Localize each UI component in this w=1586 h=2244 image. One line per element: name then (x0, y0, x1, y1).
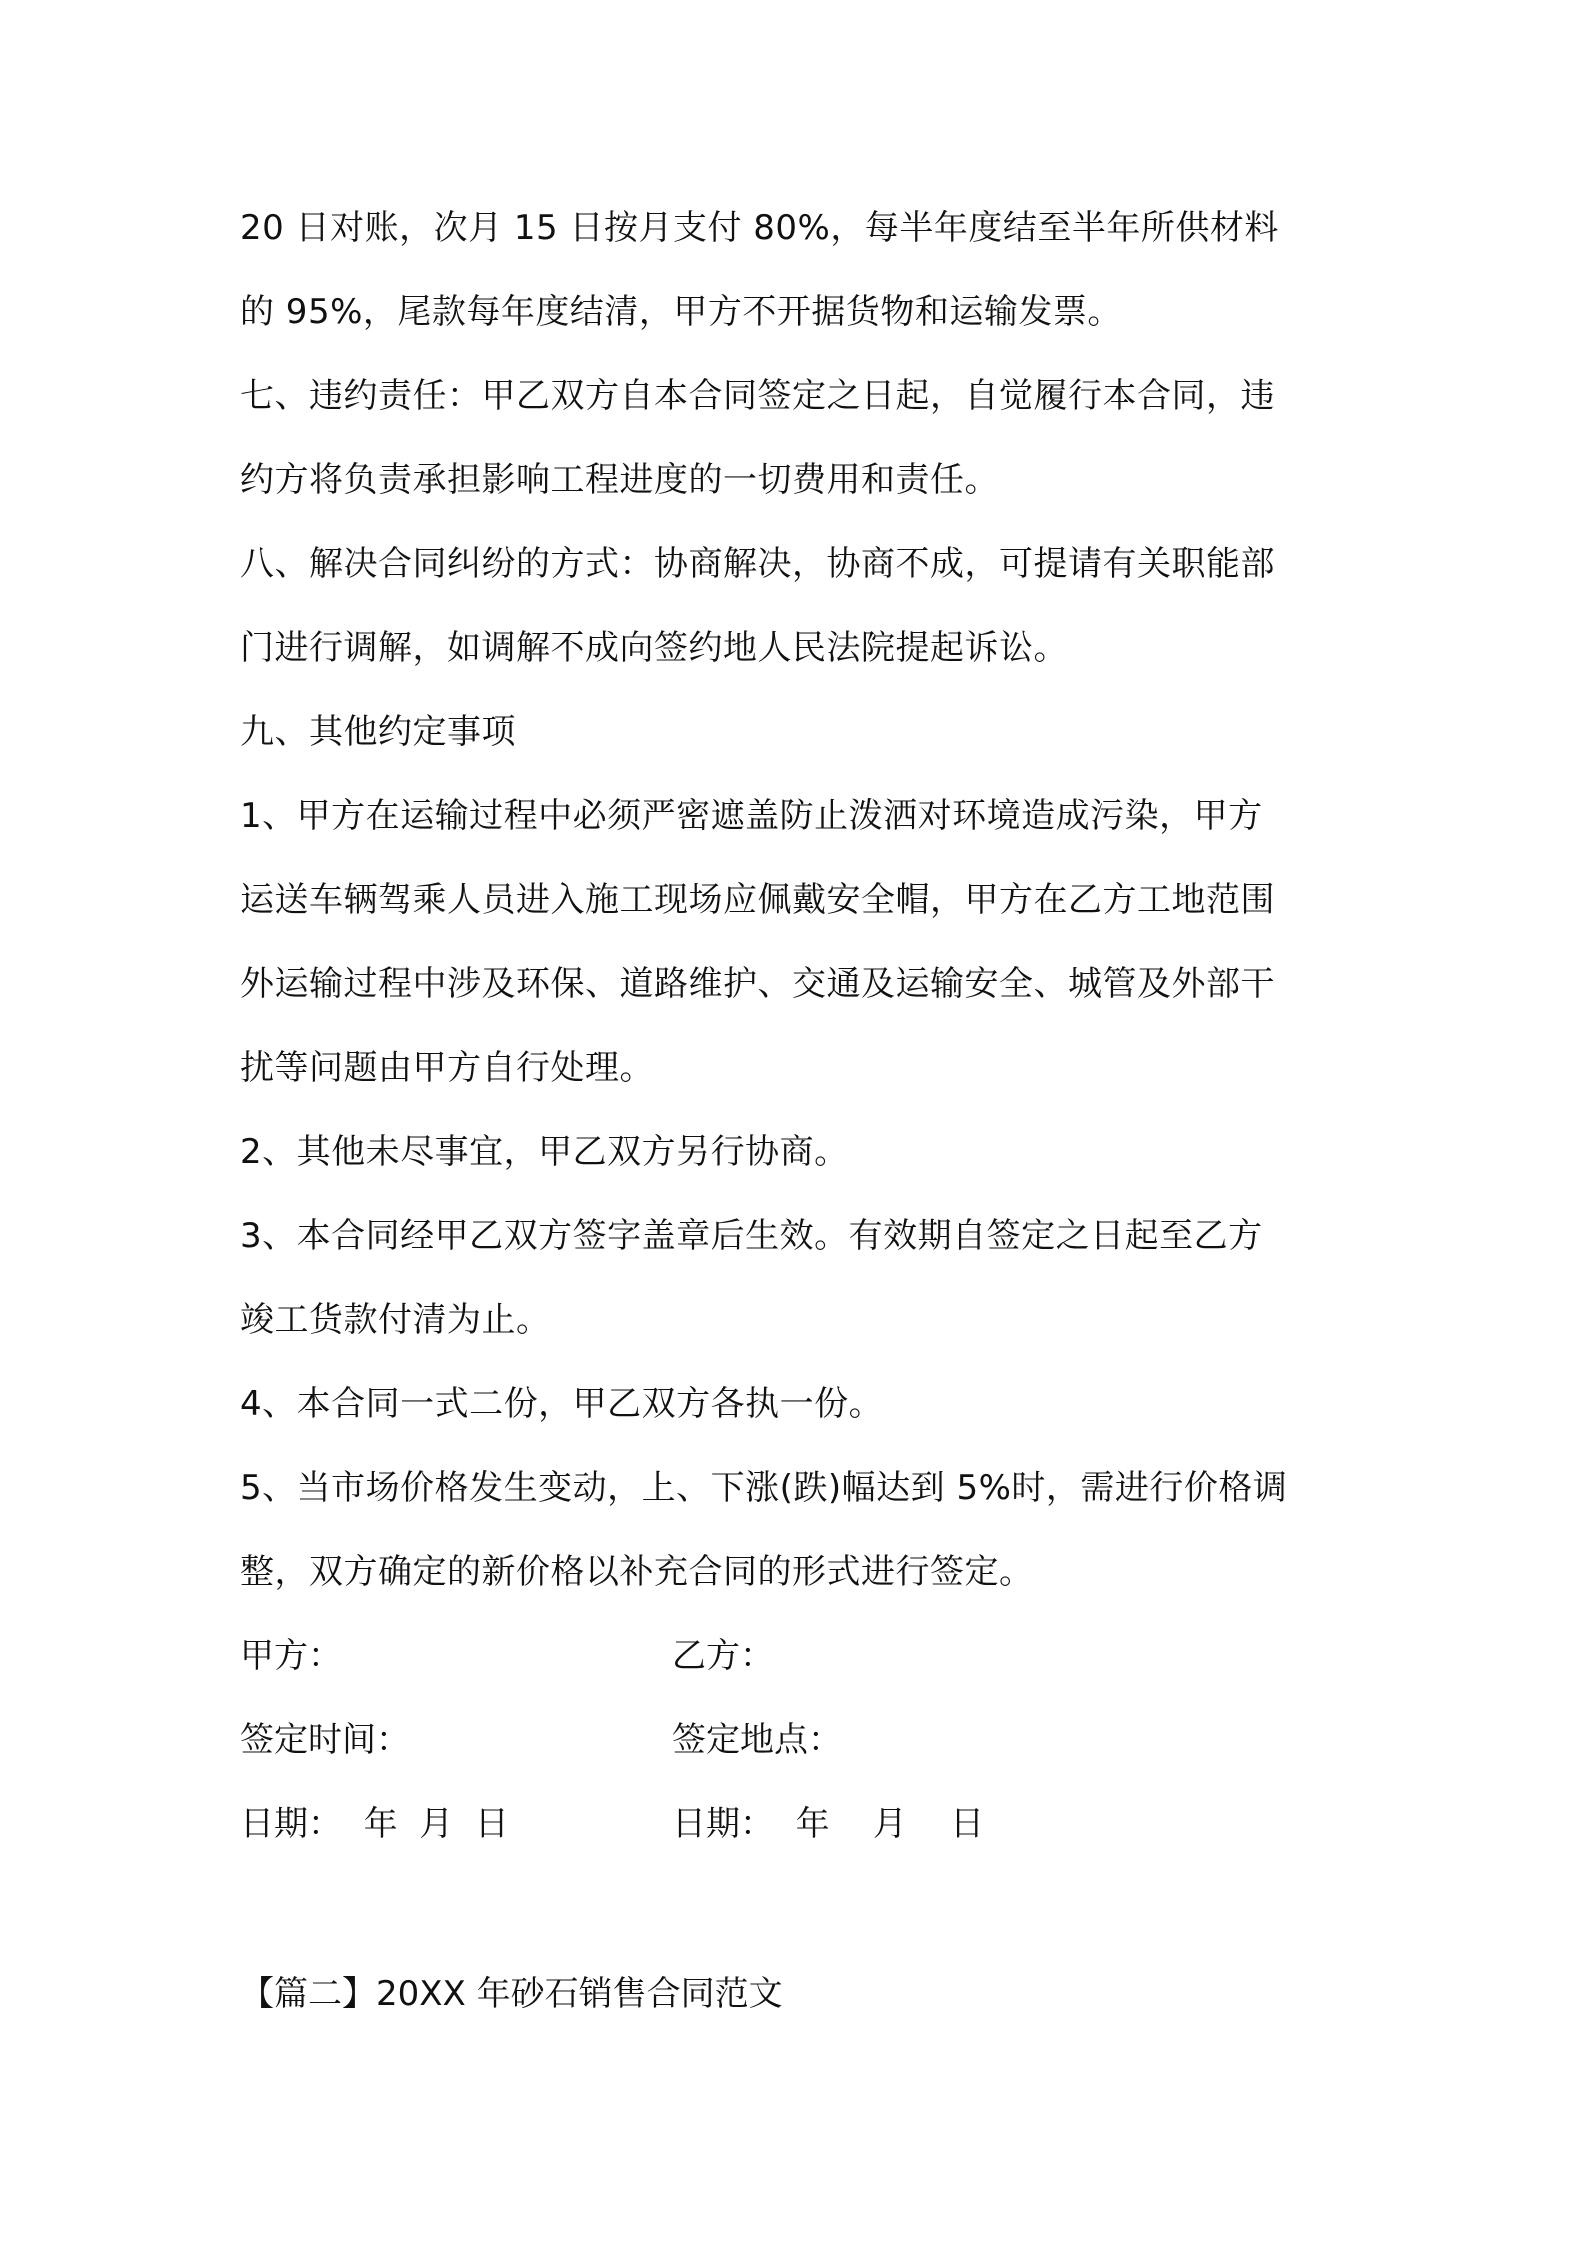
paragraph-line: 3、本合同经甲乙双方签字盖章后生效。有效期自签定之日起至乙方 (240, 1216, 1263, 1256)
signature-date-row (240, 1802, 1360, 1846)
paragraph-line: 运送车辆驾乘人员进入施工现场应佩戴安全帽，甲方在乙方工地范围 (240, 880, 1275, 920)
paragraph-line: 1、甲方在运输过程中必须严密遮盖防止泼洒对环境造成污染，甲方 (240, 796, 1263, 836)
paragraph-line: 外运输过程中涉及环保、道路维护、交通及运输安全、城管及外部干 (240, 964, 1275, 1004)
signature-parties-row (240, 1634, 1360, 1678)
paragraph-line: 20 日对账，次月 15 日按月支付 80%，每半年度结至半年所供材料 (240, 208, 1279, 248)
sign-time-label: 签定时间： (240, 1720, 410, 1760)
paragraph-line: 的 95%，尾款每年度结清，甲方不开据货物和运输发票。 (240, 292, 1122, 332)
party-b-label: 乙方： (672, 1636, 774, 1676)
paragraph-line: 4、本合同一式二份，甲乙双方各执一份。 (240, 1384, 884, 1424)
signature-time-place-row (240, 1718, 1360, 1762)
paragraph-line: 七、违约责任：甲乙双方自本合同签定之日起，自觉履行本合同，违 (240, 376, 1275, 416)
paragraph-line: 门进行调解，如调解不成向签约地人民法院提起诉讼。 (240, 628, 1068, 668)
paragraph-line: 2、其他未尽事宜，甲乙双方另行协商。 (240, 1132, 849, 1172)
sign-place-label: 签定地点： (672, 1720, 842, 1760)
paragraph-line: 整，双方确定的新价格以补充合同的形式进行签定。 (240, 1552, 1034, 1592)
date-left-label: 日期： 年 月 日 (240, 1804, 509, 1844)
next-section-title: 【篇二】20XX 年砂石销售合同范文 (240, 1974, 783, 2014)
party-a-label: 甲方： (240, 1636, 342, 1676)
date-right-label: 日期： 年 月 日 (672, 1804, 985, 1844)
section-heading-line: 九、其他约定事项 (240, 712, 516, 752)
paragraph-line: 约方将负责承担影响工程进度的一切费用和责任。 (240, 460, 999, 500)
paragraph-line: 竣工货款付清为止。 (240, 1300, 551, 1340)
paragraph-line: 5、当市场价格发生变动，上、下涨(跌)幅达到 5%时，需进行价格调 (240, 1468, 1288, 1508)
paragraph-line: 八、解决合同纠纷的方式：协商解决，协商不成，可提请有关职能部 (240, 544, 1275, 584)
paragraph-line: 扰等问题由甲方自行处理。 (240, 1048, 654, 1088)
